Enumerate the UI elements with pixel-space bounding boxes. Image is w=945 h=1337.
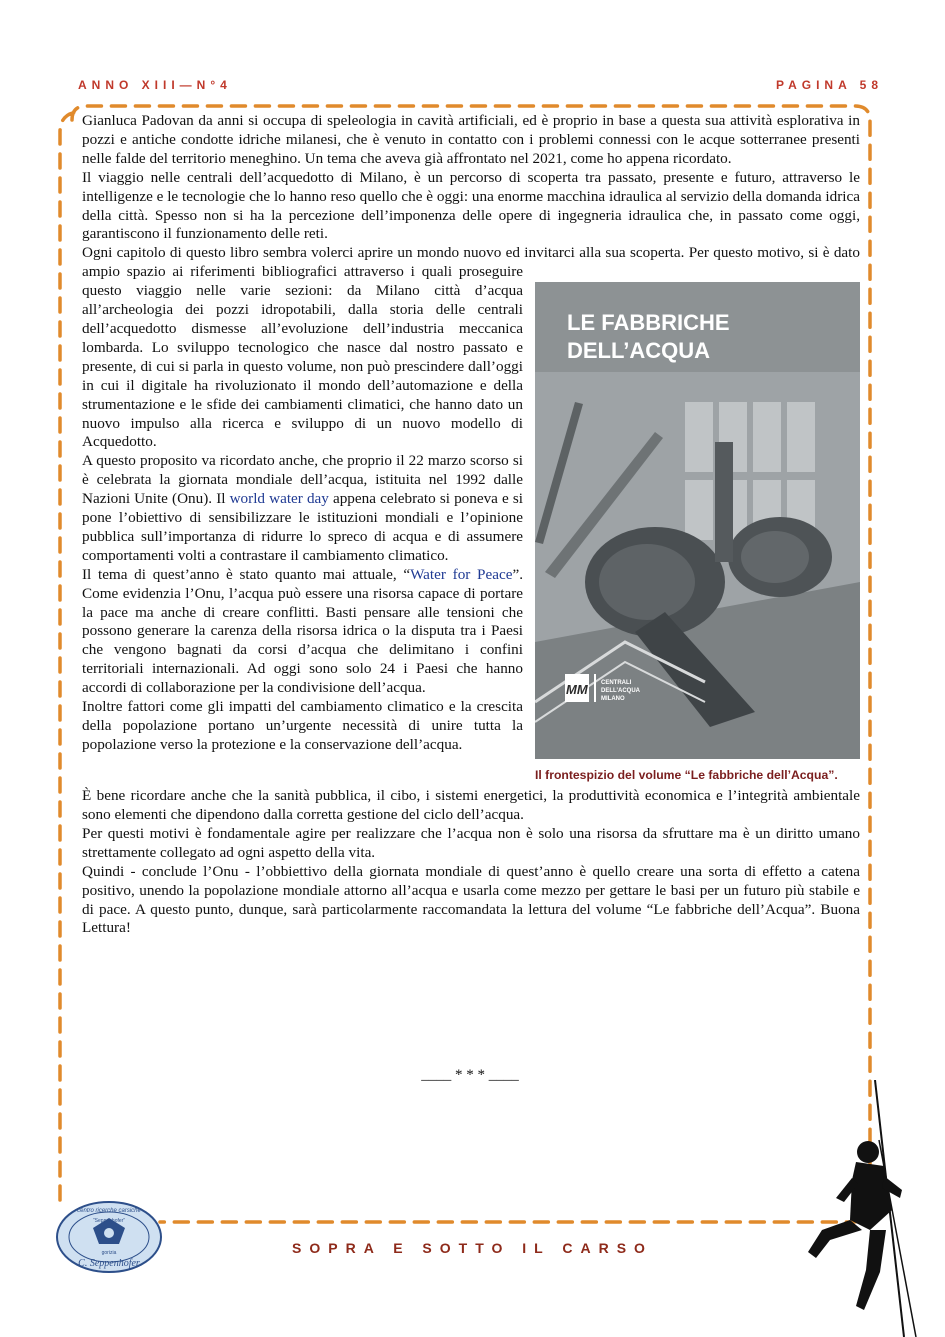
cover-title-line1: LE FABBRICHE: [567, 310, 730, 336]
climber-silhouette: [800, 1080, 930, 1337]
logo-line2: “Seppenhofer”: [93, 1218, 125, 1224]
paragraph: Gianluca Padovan da anni si occupa di speleologia in cavità artificiali, ed è proprio in base a questa sua attività esplorativa in pozzi e antiche condotte idriche milanesi, che è venuto in contatto con i problemi connessi con le acque sotterranee presenti nelle falde del territorio meneghino. Un tema che aveva già affrontato nel 2021, come ho appena ricordato.: [82, 112, 860, 167]
paragraph: Il viaggio nelle centrali dell’acquedotto di Milano, è un percorso di scoperta tra passato, presente e futuro, attraverso le intelligenze e le tecnologie che lo hanno reso quello che è oggi: una enorme macchina idraulica al servizio della domanda idrica della città. Spesso non si ha la percezione dell’imponenza delle opere di ingegneria idraulica che, in passato come oggi, garantiscono il funzionamento delle reti.: [82, 168, 860, 243]
publisher-mark: MM: [566, 682, 588, 698]
cover-caption: Il frontespizio del volume “Le fabbriche dell’Acqua”.: [535, 768, 838, 783]
paragraph: Inoltre fattori come gli impatti del cambiamento climatico e la crescita della popolazione portano un’urgente necessità di unire tutta la popolazione verso la protezione e la conservazione dell’acqua.: [82, 698, 523, 753]
publisher-line2: DELL’ACQUA: [601, 688, 640, 695]
paragraph-text: Il tema di quest’anno è stato quanto mai attuale, “: [82, 565, 411, 583]
world-water-day-link[interactable]: world water day: [229, 490, 329, 508]
club-logo: [55, 1200, 163, 1275]
paragraph-text: appena celebrato si poneva e si pone l’obiettivo di sensibilizzare le istituzioni mondiali e l’opinione pubblica sull’importanza di ridurre lo spreco di acqua e di assumere comportamenti volti a contrastare il cambiamento climatico.: [82, 490, 523, 564]
paragraph: Quindi - conclude l’Onu - l’obbiettivo della giornata mondiale di quest’anno è quello creare una sorta di effetto a catena positivo, unendo la popolazione mondiale attorno all’acqua e usarla come mezzo per gettare le basi per un futuro più stabile e di pace. A questo punto, dunque, sarà particolarmente raccomandata la lettura del volume “Le fabbriche dell’Acqua”. Buona Lettura!: [82, 862, 860, 937]
paragraph-text: Ogni capitolo di questo libro sembra volerci aprire un mondo nuovo ed invitarci alla sua scoperta. Per questo motivo, si è dato ampio spazio ai riferimenti bibliografici attraverso i quali proseguire questo viaggio nelle varie sezioni: da Milano città d’acqua all’archeologia dei pozzi idropotabili, dalla storia delle centrali dell’acquedotto dismesse all’evoluzione dell’industria meccanica lombarda. Lo sviluppo tecnologico che nasce dal nostro passato e presente, di cui si parla in questo volume, non può prescindere dall’oggi in cui il digitale ha rivoluzionato il mondo dell’automazione e della strumentazione e le sfide dei cambiamenti climatici, che hanno dato un nuovo impulso alla ricerca e sviluppo di un nuovo modello di Acquedotto.: [82, 244, 860, 451]
page-number: PAGINA 58: [775, 78, 883, 92]
section-separator: ____ * * * ____: [421, 1067, 519, 1083]
publisher-line3: MILANO: [601, 696, 625, 703]
article-body: [82, 112, 860, 938]
water-for-peace-link[interactable]: Water for Peace: [410, 565, 513, 583]
cover-title-line2: DELL’ACQUA: [567, 338, 710, 364]
issue-number: ANNO XIII—N°4: [78, 78, 232, 92]
paragraph: È bene ricordare anche che la sanità pubblica, il cibo, i sistemi energetici, la produttività economica e l’integrità ambientale sono elementi che dipendono dalla corretta gestione del ciclo dell’acqua.: [82, 787, 860, 824]
publisher-divider: [594, 674, 596, 702]
book-cover-figure: [535, 282, 860, 783]
paragraph-text: ”. Come evidenzia l’Onu, l’acqua può essere una risorsa capace di portare la pace ma anche di creare conflitti. Basti pensare alle tensioni che possono generare la carenza della risorsa idrica o la disputa tra i Paesi che vengono bagnati da corsi d’acqua che delimitano i confini territoriali internazionali. Ad oggi sono solo 24 i Paesi che hanno accordi di collaborazione per la condivisione dell’acqua.: [82, 565, 523, 697]
logo-line3: gorizia: [101, 1250, 117, 1256]
logo-name: C. Seppenhofer: [78, 1258, 140, 1269]
book-cover-image: [535, 282, 860, 759]
paragraph-text: A questo proposito va ricordato anche, che proprio il 22 marzo scorso si è celebrata la giornata mondiale dell’acqua, istituita nel 1992 dalle Nazioni Unite (Onu). Il: [82, 452, 523, 508]
footer-title: SOPRA E SOTTO IL CARSO: [292, 1240, 653, 1256]
publisher-line1: CENTRALI: [601, 680, 632, 687]
paragraph: Per questi motivi è fondamentale agire per realizzare che l’acqua non è solo una risorsa da sfruttare ma è un diritto umano strettamente collegato ad ogni aspetto della vita.: [82, 824, 860, 861]
logo-line1: centro ricerche carsiche: [77, 1208, 141, 1214]
